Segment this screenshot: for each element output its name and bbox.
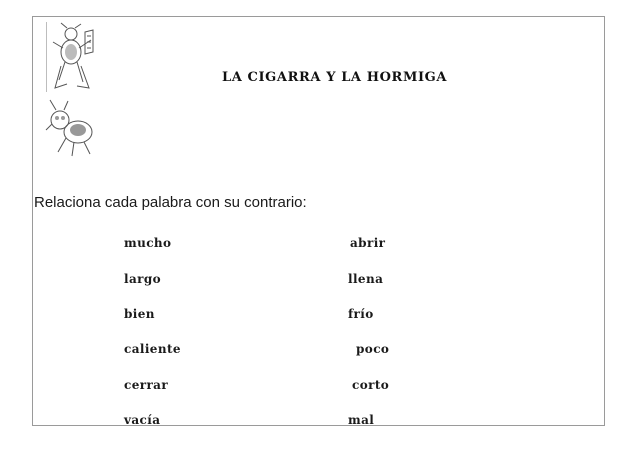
instruction-text: Relaciona cada palabra con su contrario: xyxy=(34,194,307,211)
left-word: cerrar xyxy=(124,378,169,392)
right-word: abrir xyxy=(350,236,386,250)
right-word: frío xyxy=(348,307,374,321)
left-word: mucho xyxy=(124,236,172,250)
left-word: vacía xyxy=(124,413,161,427)
left-word: caliente xyxy=(124,342,181,356)
grasshopper-clipart-icon xyxy=(46,22,99,92)
ant-clipart-icon xyxy=(44,98,100,158)
right-word: poco xyxy=(356,342,390,356)
right-word: corto xyxy=(352,378,390,392)
left-word: bien xyxy=(124,307,155,321)
left-word: largo xyxy=(124,272,162,286)
right-word: mal xyxy=(348,413,375,427)
right-word: llena xyxy=(348,272,384,286)
page-title: LA CIGARRA Y LA HORMIGA xyxy=(222,70,448,85)
